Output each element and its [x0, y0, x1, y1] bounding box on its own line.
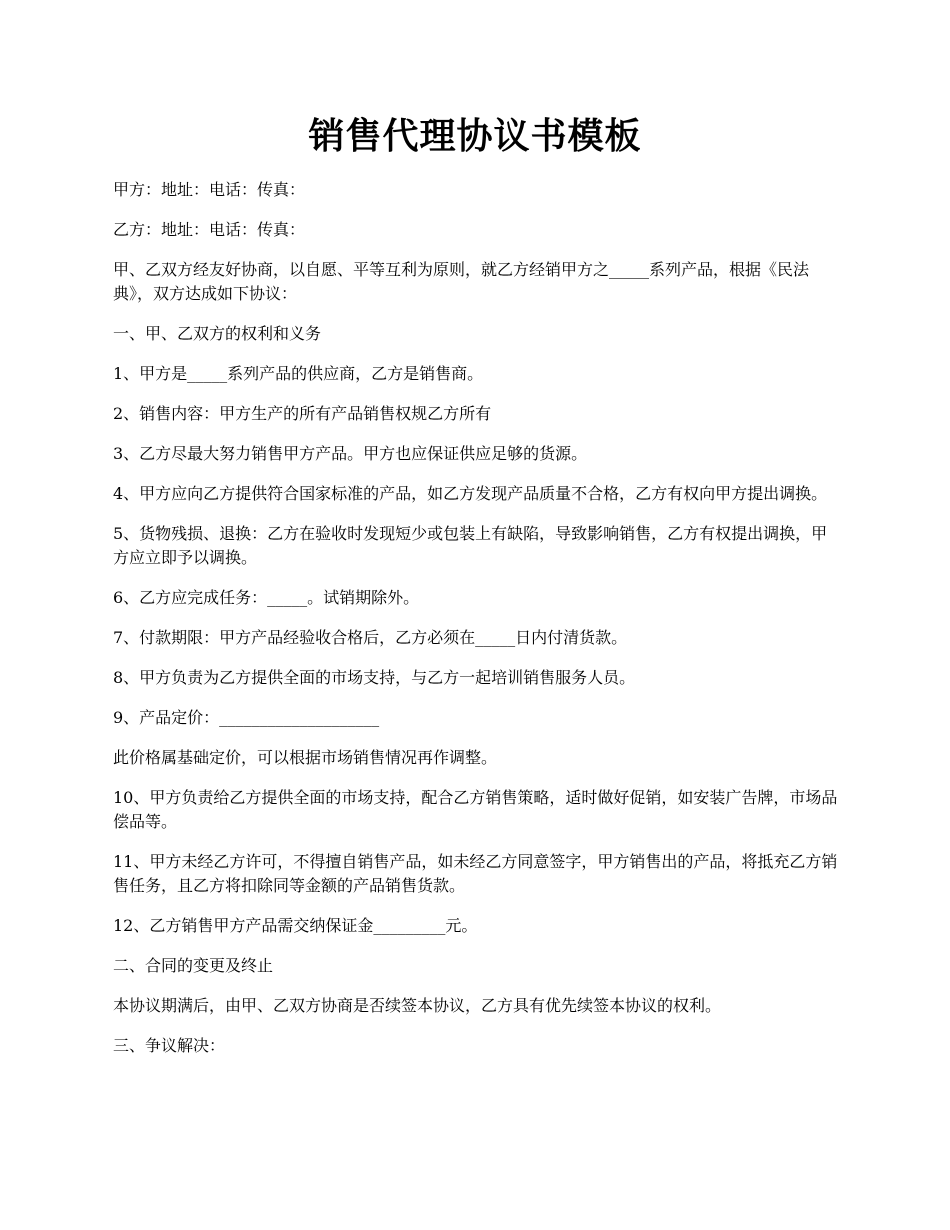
party-a-info: 甲方：地址：电话：传真：: [113, 180, 306, 199]
section-heading-dispute: 三、争议解决：: [113, 1036, 226, 1055]
preamble-paragraph: 甲、乙双方经友好协商，以自愿、平等互利为原则，就乙方经销甲方之_____系列产品，根据《民法典》，双方达成如下协议：: [113, 260, 810, 303]
clause-6: 6、乙方应完成任务：_____。试销期除外。: [113, 588, 420, 607]
clause-9: 9、产品定价：____________________: [113, 708, 380, 727]
price-note: 此价格属基础定价，可以根据市场销售情况再作调整。: [113, 748, 498, 767]
document-title: 销售代理协议书模板: [308, 115, 642, 157]
clause-4: 4、甲方应向乙方提供符合国家标准的产品，如乙方发现产品质量不合格，乙方有权向甲方提出调换。: [113, 484, 828, 503]
clause-8: 8、甲方负责为乙方提供全面的市场支持，与乙方一起培训销售服务人员。: [113, 668, 636, 687]
party-b-info: 乙方：地址：电话：传真：: [113, 220, 306, 239]
section-heading-change: 二、合同的变更及终止: [113, 956, 274, 975]
section-heading-rights: 一、甲、乙双方的权利和义务: [113, 324, 322, 343]
clause-11: 11、甲方未经乙方许可，不得擅自销售产品，如未经乙方同意签字，甲方销售出的产品，将抵充乙方销售任务，且乙方将扣除同等金额的产品销售货款。: [113, 852, 838, 895]
clause-10: 10、甲方负责给乙方提供全面的市场支持，配合乙方销售策略，适时做好促销，如安装广告牌，市场品偿品等。: [113, 788, 838, 831]
clause-7: 7、付款期限：甲方产品经验收合格后，乙方必须在_____日内付清货款。: [113, 628, 628, 647]
clause-12: 12、乙方销售甲方产品需交纳保证金_________元。: [113, 916, 478, 935]
renewal-paragraph: 本协议期满后，由甲、乙双方协商是否续签本协议，乙方具有优先续签本协议的权利。: [113, 996, 722, 1015]
document-body: [113, 178, 841, 1074]
clause-3: 3、乙方尽最大努力销售甲方产品。甲方也应保证供应足够的货源。: [113, 444, 588, 463]
clause-1: 1、甲方是_____系列产品的供应商，乙方是销售商。: [113, 364, 484, 383]
clause-5: 5、货物残损、退换：乙方在验收时发现短少或包装上有缺陷，导致影响销售，乙方有权提出调换，甲方应立即予以调换。: [113, 524, 828, 567]
clause-2: 2、销售内容：甲方生产的所有产品销售权规乙方所有: [113, 404, 492, 423]
